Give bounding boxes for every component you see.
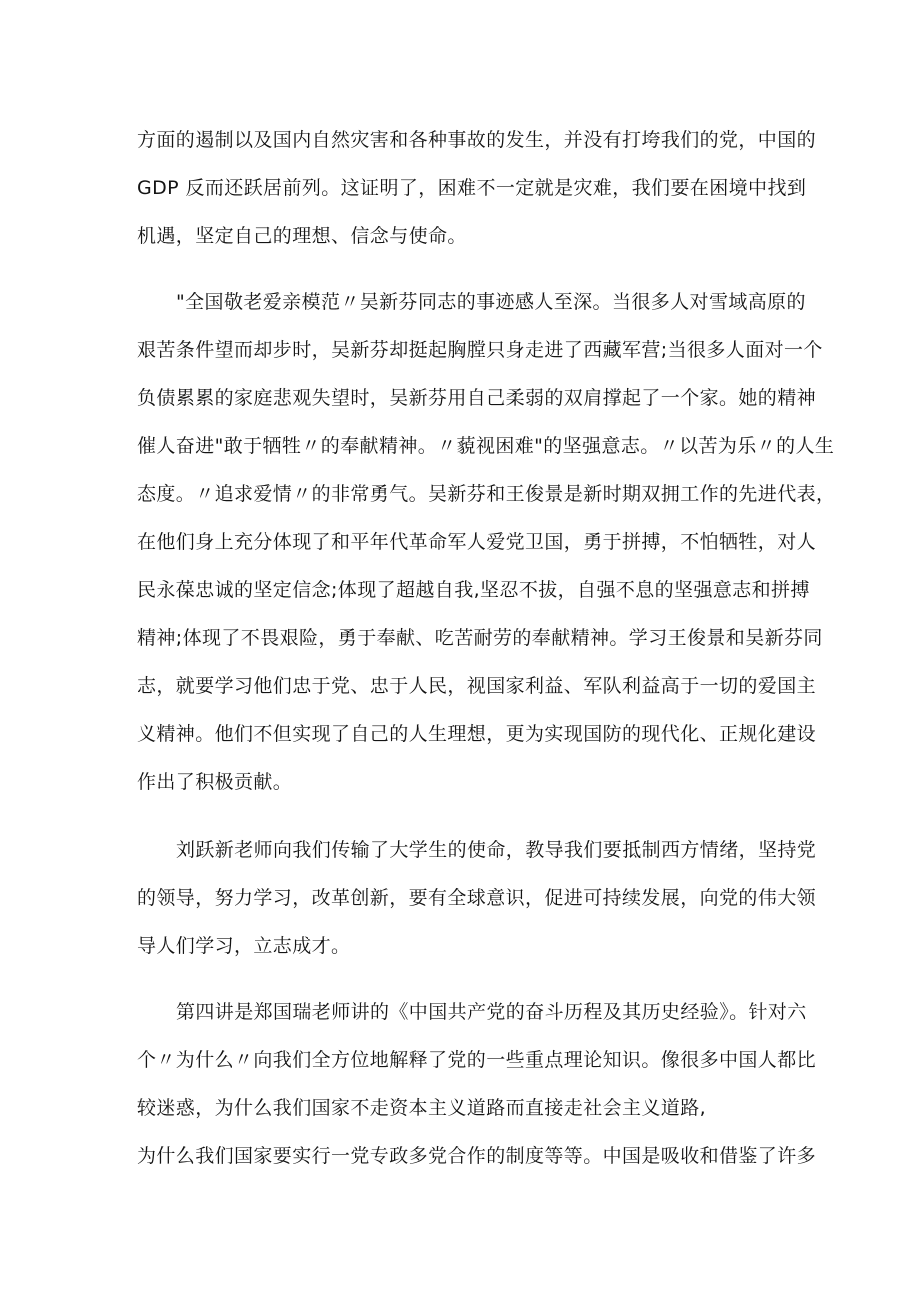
paragraph-line: 负债累累的家庭悲观失望时，吴新芬用自己柔弱的双肩撑起了一个家。她的精神 — [137, 387, 817, 409]
paragraph-line: 为什么我们国家要实行一党专政多党合作的制度等等。中国是吸收和借鉴了许多 — [137, 1145, 817, 1167]
paragraph-line: 志，就要学习他们忠于党、忠于人民，视国家利益、军队利益高于一切的爱国主 — [137, 675, 817, 697]
paragraph-line: 作出了积极贡献。 — [137, 771, 293, 793]
paragraph-line: 催人奋进"敢于牺牲〃的奉献精神。〃藐视困难"的坚强意志。〃以苦为乐〃的人生 — [137, 435, 835, 457]
paragraph-line: 义精神。他们不但实现了自己的人生理想，更为实现国防的现代化、正规化建设 — [137, 723, 817, 745]
paragraph-line: 导人们学习，立志成才。 — [137, 935, 351, 957]
paragraph-line: 态度。〃追求爱情〃的非常勇气。吴新芬和王俊景是新时期双拥工作的先进代表， — [137, 483, 836, 505]
paragraph-line: 民永葆忠诚的坚定信念;体现了超越自我,坚忍不拔，自强不息的坚强意志和拼搏 — [137, 579, 810, 601]
paragraph-line: 方面的遏制以及国内自然灾害和各种事故的发生，并没有打垮我们的党，中国的 — [137, 129, 817, 151]
paragraph-line: "全国敬老爱亲模范〃吴新芬同志的事迹感人至深。当很多人对雪域高原的 — [176, 291, 806, 313]
paragraph-line: 较迷惑，为什么我们国家不走资本主义道路而直接走社会主义道路, — [137, 1097, 707, 1119]
paragraph-line: 第四讲是郑国瑞老师讲的《中国共产党的奋斗历程及其历史经验》。针对六 — [176, 1001, 807, 1023]
paragraph-line: 在他们身上充分体现了和平年代革命军人爱党卫国，勇于拼搏，不怕牺牲，对人 — [137, 531, 817, 553]
paragraph-line: 的领导，努力学习，改革创新，要有全球意识，促进可持续发展，向党的伟大领 — [137, 887, 817, 909]
paragraph-line: 机遇，坚定自己的理想、信念与使命。 — [137, 225, 467, 247]
paragraph-line: GDP 反而还跃居前列。这证明了，困难不一定就是灾难，我们要在困境中找到 — [137, 177, 807, 199]
paragraph-line: 刘跃新老师向我们传输了大学生的使命，教导我们要抵制西方情绪，坚持党 — [176, 839, 817, 861]
paragraph-line: 艰苦条件望而却步时，吴新芬却挺起胸膛只身走进了西藏军营;当很多人面对一个 — [137, 339, 823, 361]
paragraph-line: 精神;体现了不畏艰险，勇于奉献、吃苦耐劳的奉献精神。学习王俊景和吴新芬同 — [137, 627, 823, 649]
paragraph-line: 个〃为什么〃向我们全方位地解释了党的一些重点理论知识。像很多中国人都比 — [137, 1049, 817, 1071]
